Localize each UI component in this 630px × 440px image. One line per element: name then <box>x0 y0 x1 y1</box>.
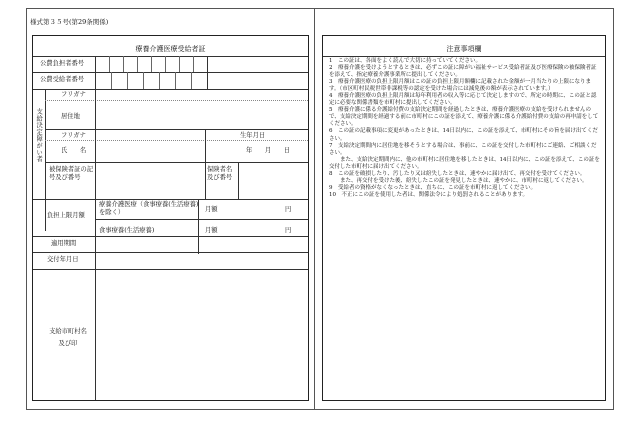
limit-monthly-label: 負担上限月額 <box>47 212 85 219</box>
note-item: 6 この証の記載事項に変更があったときは、14日以内に、この証を添えて、市町村にその旨を届け出てください。 <box>329 128 598 142</box>
birth-date-units: 年 月 日 <box>246 147 291 154</box>
limit-medical-amount[interactable] <box>221 202 281 216</box>
furigana-label: フリガナ <box>61 91 86 98</box>
note-item: 7 支給決定期間内に居住地を移そうとする場合は、事前に、この証を交付した市町村にご連絡、ご相談ください。 <box>329 142 597 156</box>
municipality-label: 支給市町村名及び印 <box>49 328 87 347</box>
insurer-name-label: 保険者名及び番号 <box>207 166 233 181</box>
recipient-number-label: 公費受給者番号 <box>40 76 85 83</box>
monthly-label-2: 月額 <box>205 227 218 234</box>
monthly-label-1: 月額 <box>205 206 218 213</box>
notes-list <box>329 58 601 199</box>
certificate-pane <box>32 35 309 401</box>
note-item: 1 この証は、各面をよく読んで大切に持っていてください。 <box>329 58 482 64</box>
insurer-name-field[interactable] <box>239 163 307 198</box>
note-item: 9 受給者の資格がなくなったときは、直ちに、この証を市町村に返してください。 <box>329 184 537 191</box>
note-item: 3 療養介護医療の負担上限月額はこの証の負担上限月額欄に記載された金額が一月当たりの上限になります。（市区町村民税世帯非課税等の認定を受けた場合には減免後の額が表示されています。） <box>329 79 592 93</box>
notes-pane <box>322 35 606 401</box>
note-item: また、支給決定期間内に、他の市町村に居住地を移したときは、14日以内に、この証を添えて、この証を交付した市町村に届け出てください。 <box>329 156 600 170</box>
furigana-2-label: フリガナ <box>61 132 86 139</box>
municipality-seal-field[interactable] <box>96 270 307 399</box>
subject-vertical-label: 支給決定障がい者 <box>35 108 43 163</box>
birth-date-field[interactable] <box>206 141 307 161</box>
address-field[interactable] <box>96 101 307 128</box>
recipient-number-field[interactable] <box>96 73 206 88</box>
period-field[interactable] <box>96 237 307 251</box>
period-label: 適用期間 <box>51 240 77 247</box>
payer-number-label: 公費負担者番号 <box>40 60 85 67</box>
certificate-title: 療養介護医療受給者証 <box>135 45 206 53</box>
note-item: 5 療養介護に係る介護給付費の支給決定期間を経過したときは、療養介護医療の支給を受けられませんので、支給決定期間を経過する前に市町村にこの証を添えて、療養介護に係る介護給付費の支給の再申請をしてください。 <box>329 107 599 128</box>
note-item: 8 この証を破損したり、汚したり又は紛失したときは、速やかに届け出て、再交付を受けてください。 <box>329 170 586 177</box>
note-item: また、再交付を受けた後、紛失したこの証を発見したときは、速やかに、市町村に返してください。 <box>329 177 588 184</box>
yen-label-1: 円 <box>285 206 292 213</box>
insured-symbol-field[interactable] <box>96 163 204 198</box>
note-item: 10 不正にこの証を使用した者は、関係法令により処罰されることがあります。 <box>329 191 529 198</box>
limit-meal-label: 食事療養(生活療養) <box>99 227 155 234</box>
address-label: 居住地 <box>61 113 80 120</box>
yen-label-2: 円 <box>285 227 292 234</box>
payer-number-field[interactable] <box>96 57 206 71</box>
note-item: 2 療養介護を受けようとするときは、必ずこの証に障がい福祉サービス受給者証及び医療保険の被保険者証を添えて、指定療養介護事業所に提出してください。 <box>329 65 597 79</box>
limit-medical-label: 療養介護医療（食事療養(生活療養)を除く） <box>99 201 199 216</box>
form-number: 様式第３５号(第29条関係) <box>30 18 109 26</box>
birth-date-label: 生年月日 <box>240 132 266 139</box>
note-item: 4 療養介護医療の負担上限月額は毎年利用者の収入等に応じて決定しますので、所定の時期に、この証と認定に必要な関係書類を市町村に提出してください。 <box>329 93 597 107</box>
page-fold-divider <box>314 8 315 409</box>
notes-title: 注意事項欄 <box>446 45 482 53</box>
issue-date-label: 交付年月日 <box>47 256 79 263</box>
name-field[interactable] <box>96 141 204 161</box>
name-label: 氏 名 <box>61 147 87 154</box>
insured-symbol-label: 被保険者証の記号及び番号 <box>49 166 94 181</box>
issue-date-field[interactable] <box>96 253 307 268</box>
limit-meal-amount[interactable] <box>221 222 281 236</box>
